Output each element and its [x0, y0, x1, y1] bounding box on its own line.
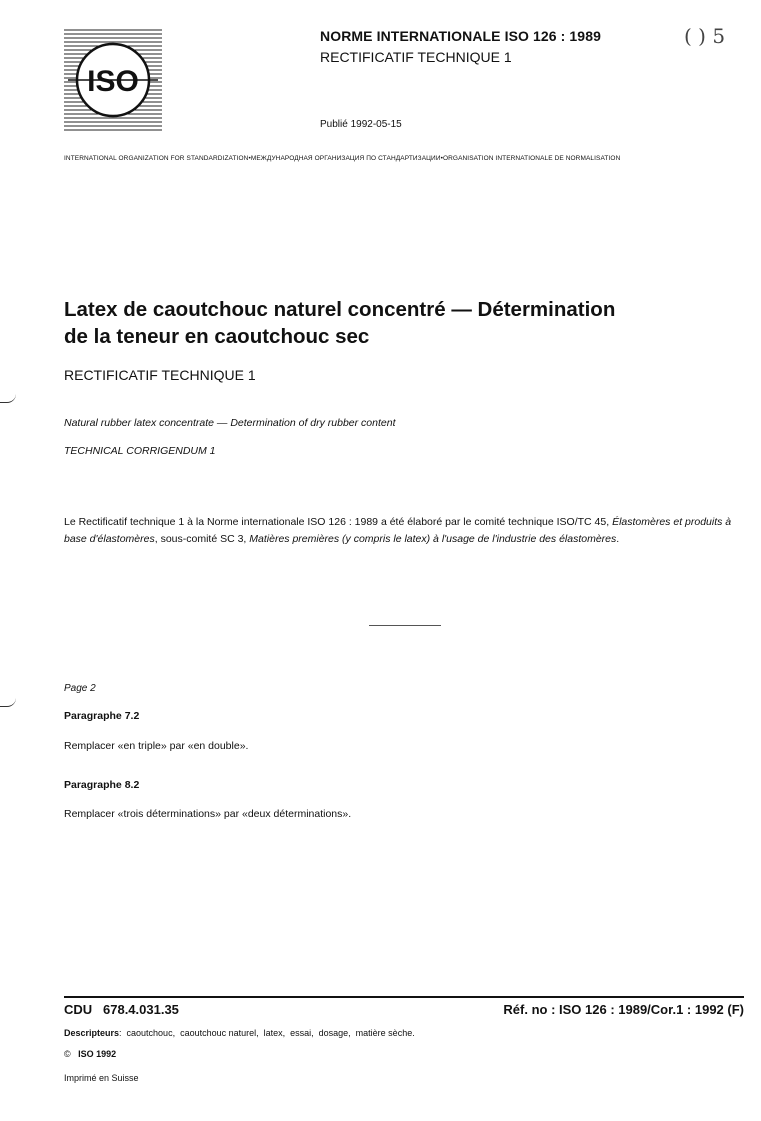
descriptors: [64, 1028, 415, 1038]
title-line-1: Latex de caoutchouc naturel concentré — Détermination: [64, 298, 616, 321]
intro-italic-2: Matières premières (y compris le latex) à l'usage de l'industrie des élastomères: [249, 533, 617, 545]
reference-number: Réf. no : ISO 126 : 1989/Cor.1 : 1992 (F): [503, 1002, 744, 1017]
page-reference: Page 2: [64, 683, 96, 694]
cdu-number: CDU 678.4.031.35: [64, 1002, 179, 1017]
standard-title: NORME INTERNATIONALE ISO 126 : 1989: [320, 28, 601, 44]
copyright: [64, 1049, 116, 1059]
intro-text-3: .: [616, 533, 620, 545]
descriptors-list: : caoutchouc, caoutchouc naturel, latex, essai, dosage, matière sèche.: [119, 1028, 415, 1038]
descriptors-label: Descripteurs: [64, 1028, 120, 1038]
correction-heading-2: Paragraphe 8.2: [64, 779, 140, 791]
copyright-text: ISO 1992: [78, 1049, 117, 1059]
copyright-icon: ©: [64, 1049, 71, 1059]
publication-date: Publié 1992-05-15: [320, 119, 402, 130]
correction-text-1: Remplacer «en triple» par «en double».: [64, 740, 249, 752]
margin-punch-mark: [0, 698, 16, 707]
organization-line: INTERNATIONAL ORGANIZATION FOR STANDARDIZATION•МЕЖДУНАРОДНАЯ ОРГАНИЗАЦИЯ ПО СТАНДАРТИЗАЦИИ•ORGANISATION INTERNATIONALE DE NORMALISATION: [64, 155, 621, 162]
standard-subtitle: RECTIFICATIF TECHNIQUE 1: [320, 49, 512, 65]
intro-text-2: , sous-comité SC 3,: [154, 533, 250, 545]
footer-rule: [64, 996, 744, 998]
english-title: Natural rubber latex concentrate — Determination of dry rubber content: [64, 417, 396, 429]
handwritten-mark: ( ) 5: [684, 24, 726, 48]
intro-paragraph: [64, 514, 749, 548]
logo-text: ISO: [87, 65, 139, 98]
printed-in: Imprimé en Suisse: [64, 1073, 139, 1083]
margin-punch-mark: [0, 394, 16, 403]
intro-italic-1: Élastomères et produits à base d'élastomères: [64, 516, 732, 545]
english-subtitle: TECHNICAL CORRIGENDUM 1: [64, 445, 216, 457]
correction-heading-1: Paragraphe 7.2: [64, 710, 140, 722]
section-divider: [369, 625, 441, 626]
document-subtitle: RECTIFICATIF TECHNIQUE 1: [64, 367, 256, 383]
title-line-2: de la teneur en caoutchouc sec: [64, 325, 370, 348]
intro-text-1: Le Rectificatif technique 1 à la Norme internationale ISO 126 : 1989 a été élaboré par le comité technique ISO/TC 45,: [64, 516, 613, 528]
correction-text-2: Remplacer «trois déterminations» par «deux déterminations».: [64, 808, 352, 820]
document-title: [64, 296, 744, 350]
iso-logo: [64, 28, 162, 132]
